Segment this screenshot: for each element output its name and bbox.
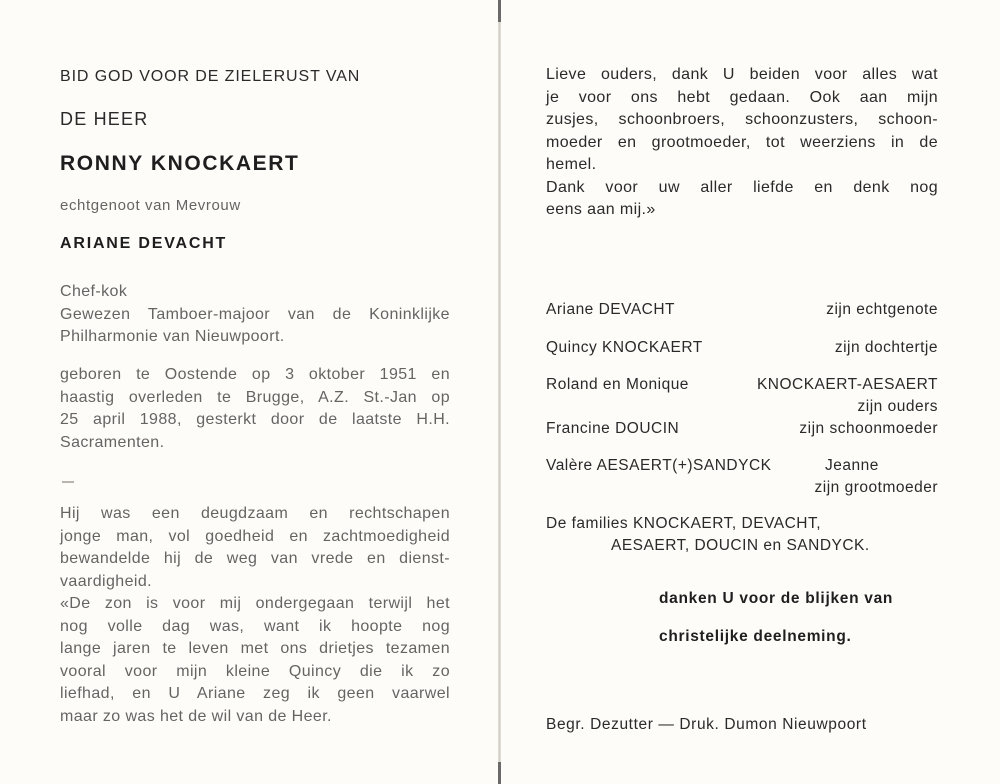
quote-line: zusjes, schoonbroers, schoonzusters, schoon-: [546, 111, 938, 128]
printer-credit: Begr. Dezutter — Druk. Dumon Nieuwpoort: [546, 716, 867, 733]
eulogy-block: [60, 505, 450, 730]
eulogy-line: nog volle dag was, want ik hoopte nog: [60, 617, 450, 635]
eulogy-line: jonge man, vol goedheid en zachtmoedigheid: [60, 527, 450, 545]
occupation-line: Chef-kok: [60, 283, 128, 300]
left-page: [0, 0, 498, 784]
families-text: De families KNOCKAERT, DEVACHT,: [546, 515, 822, 532]
eulogy-line: liefhad, en U Ariane zeg ik geen vaarwel: [60, 685, 450, 702]
eulogy-line: lange jaren te leven met ons drietjes tezamen: [60, 640, 450, 657]
occupation-block: [60, 283, 450, 351]
occupation-line: Philharmonie van Nieuwpoort.: [60, 328, 285, 345]
birth-block: [60, 366, 450, 456]
quote-line: eens aan mij.»: [546, 201, 656, 218]
family-role: zijn grootmoeder: [814, 479, 938, 496]
quote-line: moeder en grootmoeder, tot weerziens in de: [546, 133, 938, 151]
birth-line: 25 april 1988, gesterkt door de laatste H.H.: [60, 411, 450, 428]
separator-dash: [62, 481, 74, 483]
spouse-name: ARIANE DEVACHT: [60, 235, 228, 252]
eulogy-line: «De zon is voor mij ondergegaan terwijl het: [60, 595, 450, 612]
eulogy-line: Hij was een deugdzaam en rechtschapen: [60, 505, 450, 522]
family-role: zijn ouders: [857, 398, 938, 415]
family-surname: KNOCKAERT-AESAERT: [756, 376, 938, 393]
thanks-line-1: danken U voor de blijken van: [659, 590, 894, 607]
family-role: zijn echtgenote: [826, 301, 938, 318]
family-name: Quincy KNOCKAERT: [546, 339, 703, 356]
intro-line: BID GOD VOOR DE ZIELERUST VAN: [60, 68, 361, 85]
family-name: Roland en Monique: [546, 376, 689, 393]
family-name: Valère AESAERT(+)SANDYCK: [546, 457, 772, 474]
eulogy-line: vaardigheid.: [60, 572, 152, 590]
family-name: Ariane DEVACHT: [546, 301, 676, 318]
family-role: zijn schoonmoeder: [799, 420, 938, 437]
right-page: [501, 0, 1000, 784]
quote-line: je voor ons hebt gedaan. Ook aan mijn: [546, 88, 938, 106]
eulogy-line: maar zo was het de wil van de Heer.: [60, 707, 332, 725]
eulogy-line: vooral voor mijn kleine Quincy die ik zo: [60, 662, 450, 680]
families-text: AESAERT, DOUCIN en SANDYCK.: [611, 537, 870, 554]
family-firstname: Jeanne: [825, 457, 879, 474]
thanks-line-2: christelijke deelneming.: [659, 628, 852, 645]
farewell-quote: [546, 66, 938, 224]
family-role: zijn dochtertje: [834, 339, 938, 356]
occupation-line: Gewezen Tamboer-majoor van de Koninklijke: [60, 305, 450, 323]
quote-line: Lieve ouders, dank U beiden voor alles wat: [546, 66, 938, 83]
family-name: Francine DOUCIN: [546, 420, 680, 437]
eulogy-line: bewandelde hij de weg van vrede en dienst-: [60, 550, 450, 567]
title-heer: DE HEER: [60, 109, 149, 129]
quote-line: hemel.: [546, 156, 597, 173]
quote-line: Dank voor uw aller liefde en denk nog: [546, 178, 938, 196]
birth-line: Sacramenten.: [60, 433, 165, 451]
deceased-name: RONNY KNOCKAERT: [60, 152, 300, 175]
spouse-label: echtgenoot van Mevrouw: [60, 197, 241, 214]
birth-line: geboren te Oostende op 3 oktober 1951 en: [60, 366, 450, 383]
birth-line: haastig overleden te Brugge, A.Z. St.-Jan op: [60, 388, 450, 406]
